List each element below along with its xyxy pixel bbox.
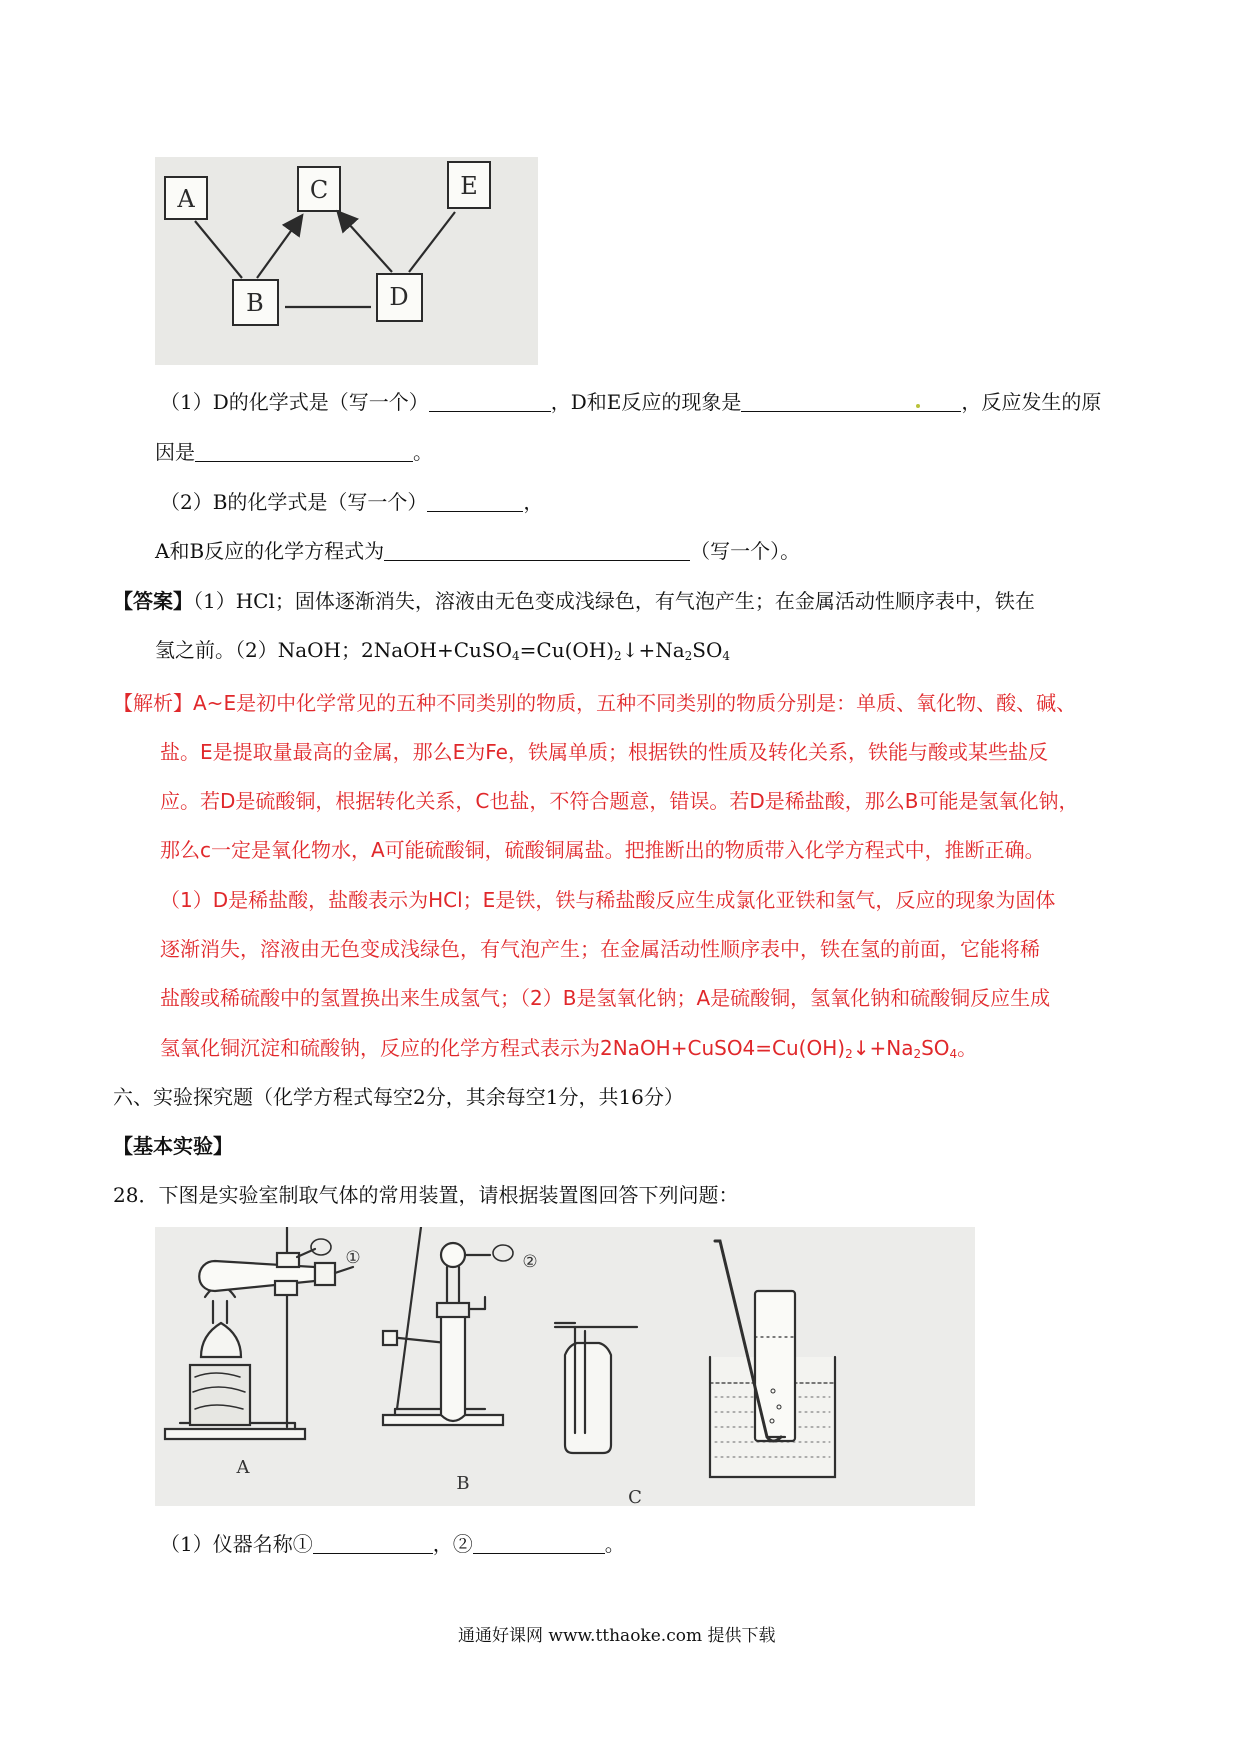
analysis-line-8: 氢氧化铜沉淀和硫酸钠，反应的化学方程式表示为$2NaOH+CuSO4=Cu(OH)_2↓+Na_2SO_4$。 [160,1036,978,1061]
link-d-e [409,212,455,272]
node-c-label: C [309,176,329,204]
answer-blank [741,391,961,412]
analysis-line-4: 那么c一定是氧化物水，A可能硫酸铜，硫酸铜属盐。把推断出的物质带入化学方程式中，推断正确。 [160,838,1045,862]
lab-apparatus-photo [155,1227,975,1506]
label-b: B [456,1473,470,1494]
label-c: C [628,1487,642,1506]
label-circle-2: ② [522,1252,538,1272]
answer-label: 【答案】 [113,589,193,613]
reaction-diagram-photo [155,157,538,365]
apparatus-a [165,1227,353,1439]
analysis-line-3: 应。若D是硫酸铜，根据转化关系，C也盐，不符合题意，错误。若D是稀盐酸，那么B可能是氢氧化钠， [160,789,1079,813]
answer-blank [429,391,551,412]
node-e-label: E [460,172,478,200]
q-line-1: （1）D的化学式是（写一个） ，D和E反应的现象是 ，反应发生的原 [160,390,1102,414]
label-a: A [236,1457,250,1478]
node-d-label: D [389,283,409,311]
analysis-line-1: 【解析】A~E是初中化学常见的五种不同类别的物质，五种不同类别的物质分别是：单质、氧化物、酸、碱、 [113,691,1077,715]
page-footer: 通通好课网 www.tthaoke.com 提供下载 [458,1626,776,1646]
analysis-line-2: 盐。E是提取量最高的金属，那么E为Fe，铁属单质；根据铁的性质及转化关系，铁能与酸或某些盐反 [160,740,1048,764]
answer-line-2: 氢之前。（2）NaOH；$2NaOH+CuSO_4=Cu(OH)_2↓+Na_2SO_4$ [155,638,731,663]
answer-blank [195,441,413,462]
question-28-part-1: （1）仪器名称① ，② 。 [160,1532,625,1556]
answer-blank [473,1533,605,1554]
analysis-line-6: 逐渐消失，溶液由无色变成浅绿色，有气泡产生；在金属活动性顺序表中，铁在氢的前面，它能将稀 [160,937,1040,961]
node-b-label: B [246,289,264,317]
q-line-3: （2）B的化学式是（写一个） ， [160,490,544,514]
arrow-b-c [257,217,301,278]
lab-apparatus [155,1227,975,1506]
link-a-b [195,221,242,278]
answer-line-1: 【答案】（1）HCl；固体逐渐消失，溶液由无色变成浅绿色，有气泡产生；在金属活动性顺序表中，铁在 [113,589,1035,613]
node-a-label: A [177,185,195,213]
analysis-line-5: （1）D是稀盐酸，盐酸表示为HCl；E是铁，铁与稀盐酸反应生成氯化亚铁和氢气，反应的现象为固体 [160,888,1056,912]
q-line-2: 因是 。 [155,440,433,464]
section-subtitle: 【基本实验】 [113,1134,233,1158]
reaction-diagram [155,157,538,365]
analysis-label: 【解析】 [113,691,193,715]
question-28-stem: 28．下图是实验室制取气体的常用装置，请根据装置图回答下列问题： [113,1183,739,1207]
apparatus-d [710,1241,835,1477]
section-title: 六、实验探究题（化学方程式每空2分，其余每空1分，共16分） [113,1085,684,1109]
label-circle-1: ① [345,1248,361,1268]
answer-blank [427,491,523,512]
answer-blank [384,540,690,561]
apparatus-b [383,1227,513,1425]
apparatus-c [555,1323,637,1453]
analysis-line-7: 盐酸或稀硫酸中的氢置换出来生成氢气；（2）B是氢氧化钠；A是硫酸铜，氢氧化钠和硫酸铜反应生成 [160,986,1051,1010]
answer-blank [313,1533,433,1554]
arrow-d-c [339,213,392,272]
q-line-4: A和B反应的化学方程式为 （写一个）。 [155,539,801,563]
